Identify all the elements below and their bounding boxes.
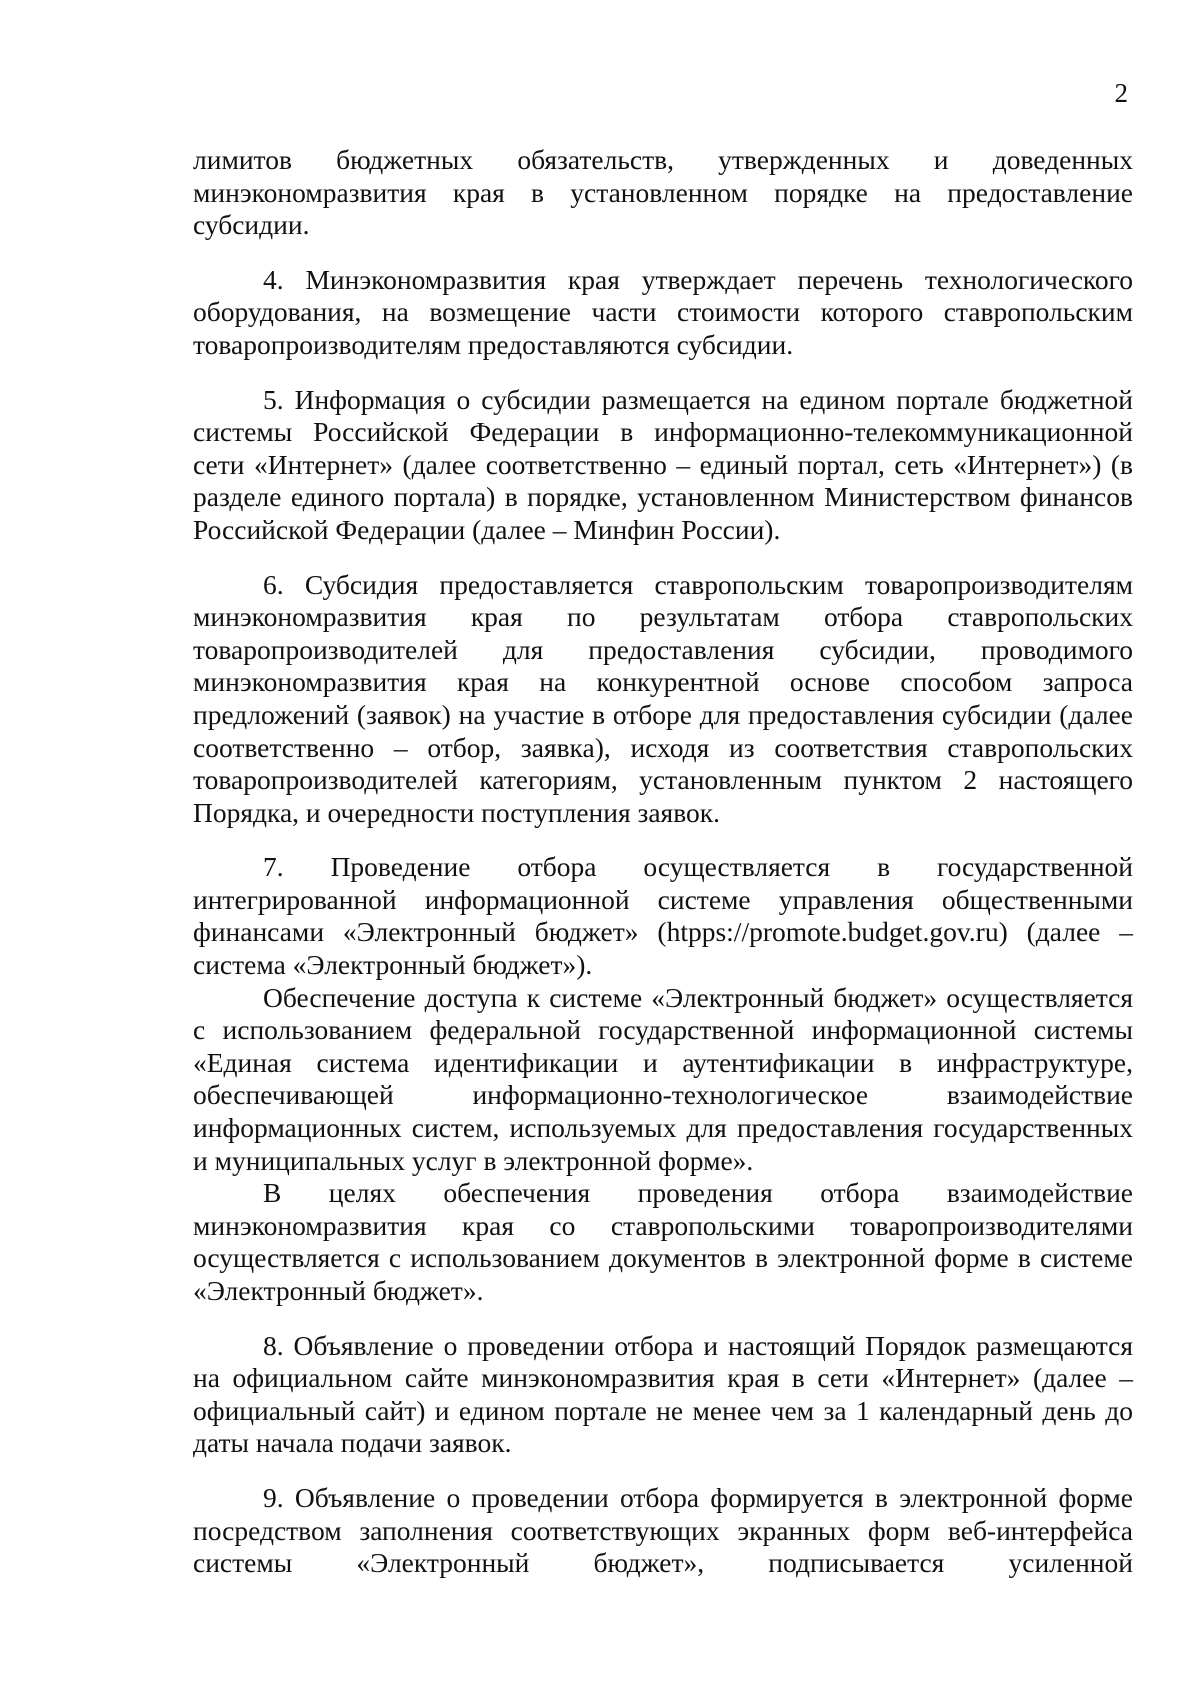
paragraph-7: 7. Проведение отбора осуществляется в государственной интегрированной информационной системе управления общественными финансами «Электронный бюджет» (htpps://promote.budget.gov.ru) (далее – система «Электронный бюджет»).	[193, 851, 1133, 981]
paragraph-4: 4. Минэкономразвития края утверждает перечень технологического оборудования, на возмещение части стоимости которого ставропольским товаропроизводителям предоставляются субсидии.	[193, 263, 1133, 360]
paragraph-8: 8. Объявление о проведении отбора и настоящий Порядок размещаются на официальном сайте минэкономразвития края в сети «Интернет» (далее – официальный сайт) и едином портале не менее чем за 1 календарный день до даты начала подачи заявок.	[193, 1329, 1133, 1459]
paragraph-continuation: лимитов бюджетных обязательств, утвержденных и доведенных минэкономразвития края в установленном порядке на предоставление субсидии.	[193, 144, 1133, 241]
document-body	[193, 144, 1133, 1580]
paragraph-7-access: Обеспечение доступа к системе «Электронный бюджет» осуществляется с использованием федеральной государственной информационной системы «Единая система идентификации и аутентификации в инфраструктуре, обеспечивающей информационно-технологическое взаимодействие информационных систем, используемых для предоставления государственных и муниципальных услуг в электронной форме».	[193, 981, 1133, 1176]
page-number: 2	[1114, 78, 1128, 108]
paragraph-9: 9. Объявление о проведении отбора формируется в электронной форме посредством заполнения соответствующих экранных форм веб-интерфейса системы «Электронный бюджет», подписывается усиленной	[193, 1481, 1133, 1579]
paragraph-7-interaction: В целях обеспечения проведения отбора взаимодействие минэкономразвития края со ставропольскими товаропроизводителями осуществляется с использованием документов в электронной форме в системе «Электронный бюджет».	[193, 1177, 1133, 1306]
paragraph-6: 6. Субсидия предоставляется ставропольским товаропроизводителям минэкономразвития края по результатам отбора ставропольских товаропроизводителей для предоставления субсидии, проводимого минэкономразвития края на конкурентной основе способом запроса предложений (заявок) на участие в отборе для предоставления субсидии (далее соответственно – отбор, заявка), исходя из соответствия ставропольских товаропроизводителей категориям, установленным пунктом 2 настоящего Порядка, и очередности поступления заявок.	[193, 568, 1133, 828]
paragraph-5: 5. Информация о субсидии размещается на едином портале бюджетной системы Российской Федерации в информационно-телекоммуникационной сети «Интернет» (далее соответственно – единый портал, сеть «Интернет») (в разделе единого портала) в порядке, установленном Министерством финансов Российской Федерации (далее – Минфин России).	[193, 383, 1133, 545]
